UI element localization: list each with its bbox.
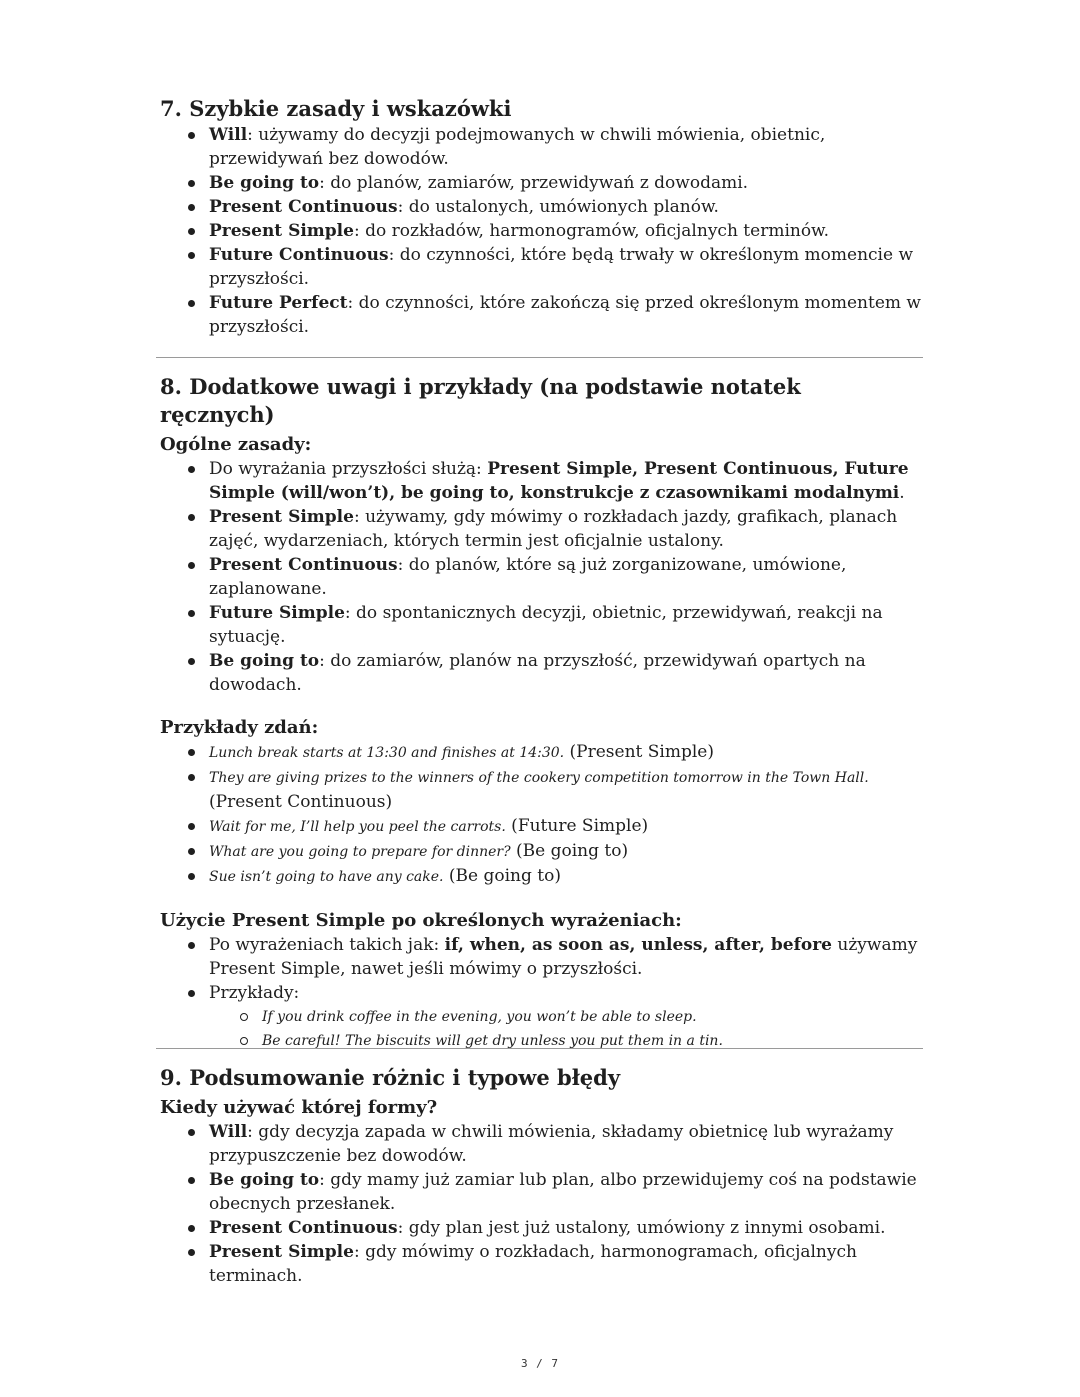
list-item: Will: używamy do decyzji podejmowanych w chwili mówienia, obietnic, przewidywań bez dowodów. bbox=[160, 123, 922, 171]
list-item: What are you going to prepare for dinner? (Be going to) bbox=[160, 839, 922, 864]
list-item: Present Simple: używamy, gdy mówimy o rozkładach jazdy, grafikach, planach zajęć, wydarzeniach, których termin jest oficjalnie ustalony. bbox=[160, 505, 922, 553]
section-7 bbox=[160, 95, 922, 339]
list-item: Be going to: do planów, zamiarów, przewidywań z dowodami. bbox=[160, 171, 922, 195]
list-item: Future Continuous: do czynności, które będą trwały w określonym momencie w przyszłości. bbox=[160, 243, 922, 291]
list-item: Present Simple: do rozkładów, harmonogramów, oficjalnych terminów. bbox=[160, 219, 922, 243]
list-item: Present Continuous: gdy plan jest już ustalony, umówiony z innymi osobami. bbox=[160, 1216, 922, 1240]
divider bbox=[156, 1048, 923, 1049]
page-number: 3 / 7 bbox=[520, 1357, 560, 1370]
list-item: Present Simple: gdy mówimy o rozkładach, harmonogramach, oficjalnych terminach. bbox=[160, 1240, 922, 1288]
list-item: Present Continuous: do ustalonych, umówionych planów. bbox=[160, 195, 922, 219]
sub-list-item: Be careful! The biscuits will get dry unless you put them in a tin. bbox=[160, 1029, 922, 1053]
list-item: Sue isn’t going to have any cake. (Be going to) bbox=[160, 864, 922, 889]
section-9-title: 9. Podsumowanie różnic i typowe błędy bbox=[160, 1065, 621, 1090]
list-item: Przykłady: If you drink coffee in the evening, you won’t be able to sleep. Be careful! The biscuits will get dry unless you put them in a tin. bbox=[160, 981, 922, 1053]
list-item: Do wyrażania przyszłości służą: Present Simple, Present Continuous, Future Simple (will/won’t), be going to, konstrukcje z czasownikami modalnymi. bbox=[160, 457, 922, 505]
list-item: Po wyrażeniach takich jak: if, when, as soon as, unless, after, before używamy Present Simple, nawet jeśli mówimy o przyszłości. bbox=[160, 933, 922, 981]
sub-list-item: If you drink coffee in the evening, you won’t be able to sleep. bbox=[160, 1005, 922, 1029]
list-item: Future Simple: do spontanicznych decyzji, obietnic, przewidywań, reakcji na sytuację. bbox=[160, 601, 922, 649]
usage-list bbox=[160, 933, 922, 1053]
list-item: Be going to: do zamiarów, planów na przyszłość, przewidywań opartych na dowodach. bbox=[160, 649, 922, 697]
list-item: Lunch break starts at 13:30 and finishes at 14:30. (Present Simple) bbox=[160, 740, 922, 765]
when-to-use-heading: Kiedy używać której formy? bbox=[160, 1097, 438, 1118]
examples-list bbox=[160, 740, 922, 889]
section-7-title: 7. Szybkie zasady i wskazówki bbox=[160, 96, 512, 121]
examples-heading: Przykłady zdań: bbox=[160, 717, 319, 738]
list-item: Present Continuous: do planów, które są już zorganizowane, umówione, zaplanowane. bbox=[160, 553, 922, 601]
section-8-title: 8. Dodatkowe uwagi i przykłady (na podstawie notatek ręcznych) bbox=[160, 374, 801, 427]
list-item: They are giving prizes to the winners of the cookery competition tomorrow in the Town Hall. (Present Continuous) bbox=[160, 765, 922, 814]
section-9-list bbox=[160, 1120, 922, 1288]
section-9 bbox=[160, 1064, 922, 1288]
general-rules-heading: Ogólne zasady: bbox=[160, 434, 312, 455]
section-8 bbox=[160, 373, 922, 1053]
list-item: Wait for me, I’ll help you peel the carrots. (Future Simple) bbox=[160, 814, 922, 839]
section-7-list bbox=[160, 123, 922, 339]
list-item: Be going to: gdy mamy już zamiar lub plan, albo przewidujemy coś na podstawie obecnych przesłanek. bbox=[160, 1168, 922, 1216]
usage-sublist bbox=[209, 1005, 922, 1053]
divider bbox=[156, 357, 923, 358]
list-item: Future Perfect: do czynności, które zakończą się przed określonym momentem w przyszłości. bbox=[160, 291, 922, 339]
general-rules-list bbox=[160, 457, 922, 697]
list-item: Will: gdy decyzja zapada w chwili mówienia, składamy obietnicę lub wyrażamy przypuszczenie bez dowodów. bbox=[160, 1120, 922, 1168]
usage-heading: Użycie Present Simple po określonych wyrażeniach: bbox=[160, 910, 682, 931]
